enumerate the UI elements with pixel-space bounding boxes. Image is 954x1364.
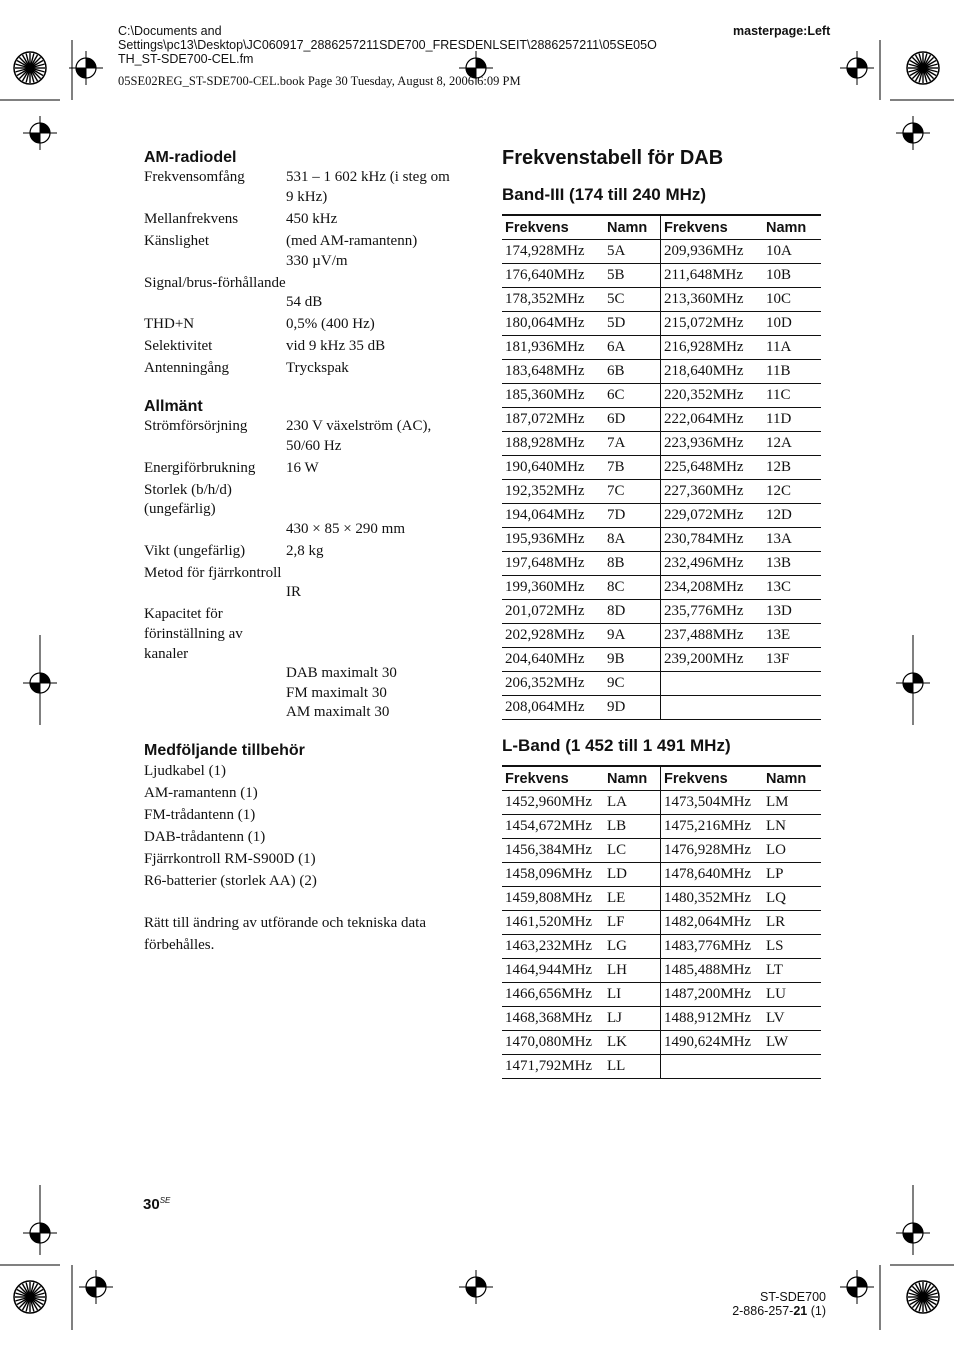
channel-name-cell: 9B bbox=[604, 648, 661, 672]
channel-name-cell: 7C bbox=[604, 480, 661, 504]
table-row bbox=[502, 576, 821, 600]
table-row bbox=[502, 863, 821, 887]
frequency-cell: 1483,776MHz bbox=[661, 935, 764, 959]
spec-value bbox=[144, 583, 474, 603]
channel-name-cell: 9A bbox=[604, 624, 661, 648]
spec-value-line: AM maximalt 30 bbox=[286, 704, 390, 721]
spec-value-line: 2,8 kg bbox=[286, 542, 324, 559]
table-row bbox=[502, 648, 821, 672]
spec-item bbox=[144, 210, 474, 230]
frequency-cell: 218,640MHz bbox=[661, 360, 764, 384]
table-row bbox=[502, 600, 821, 624]
frequency-cell: 234,208MHz bbox=[661, 576, 764, 600]
channel-name-cell: 8D bbox=[604, 600, 661, 624]
frequency-cell: 1471,792MHz bbox=[502, 1055, 604, 1079]
accessory-item: FM-trådantenn (1) bbox=[144, 806, 256, 823]
column-header: Namn bbox=[763, 215, 821, 240]
channel-name-cell: LE bbox=[604, 887, 661, 911]
table-row bbox=[502, 1055, 821, 1079]
frequency-cell: 209,936MHz bbox=[661, 240, 764, 264]
channel-name-cell: LC bbox=[604, 839, 661, 863]
accessory-item: Ljudkabel (1) bbox=[144, 762, 227, 779]
spec-label: Storlek (b/h/d) (ungefärlig) bbox=[144, 481, 232, 518]
spec-item bbox=[144, 359, 474, 379]
accessories-heading: Medföljande tillbehör bbox=[144, 741, 305, 759]
channel-name-cell bbox=[763, 696, 821, 720]
spec-value-line: 450 kHz bbox=[286, 210, 338, 227]
spec-item bbox=[144, 481, 474, 540]
frequency-cell: 1475,216MHz bbox=[661, 815, 764, 839]
channel-name-cell: 8C bbox=[604, 576, 661, 600]
table-row bbox=[502, 1007, 821, 1031]
table-row bbox=[502, 240, 821, 264]
spec-label: Strömförsörjning bbox=[144, 418, 248, 435]
table-row bbox=[502, 408, 821, 432]
channel-name-cell: 12D bbox=[763, 504, 821, 528]
frequency-cell: 192,352MHz bbox=[502, 480, 604, 504]
frequency-cell: 183,648MHz bbox=[502, 360, 604, 384]
spec-value bbox=[286, 168, 450, 207]
spec-value bbox=[286, 315, 375, 335]
channel-name-cell: LR bbox=[763, 911, 821, 935]
column-header: Frekvens bbox=[661, 215, 764, 240]
spec-value-line: IR bbox=[286, 584, 301, 601]
channel-name-cell: 13E bbox=[763, 624, 821, 648]
code-suffix: (1) bbox=[807, 1304, 826, 1318]
spec-item bbox=[144, 315, 474, 335]
frequency-cell: 206,352MHz bbox=[502, 672, 604, 696]
channel-name-cell: 8B bbox=[604, 552, 661, 576]
frequency-cell: 185,360MHz bbox=[502, 384, 604, 408]
lband-heading: L-Band (1 452 till 1 491 MHz) bbox=[502, 736, 731, 755]
channel-name-cell: LL bbox=[604, 1055, 661, 1079]
spec-item bbox=[144, 337, 474, 357]
spec-value-line: vid 9 kHz 35 dB bbox=[286, 338, 386, 355]
frequency-cell: 216,928MHz bbox=[661, 336, 764, 360]
column-header: Frekvens bbox=[502, 766, 604, 791]
channel-name-cell: LK bbox=[604, 1031, 661, 1055]
channel-name-cell: 5C bbox=[604, 288, 661, 312]
spec-value bbox=[144, 664, 474, 723]
spec-item bbox=[144, 542, 474, 562]
channel-name-cell: 6C bbox=[604, 384, 661, 408]
frequency-cell: 1468,368MHz bbox=[502, 1007, 604, 1031]
frequency-cell: 1459,808MHz bbox=[502, 887, 604, 911]
frequency-cell: 225,648MHz bbox=[661, 456, 764, 480]
frequency-cell bbox=[661, 672, 764, 696]
dab-title: Frekvenstabell för DAB bbox=[502, 147, 724, 169]
spec-value bbox=[286, 542, 324, 562]
spec-value bbox=[286, 459, 319, 479]
spec-value bbox=[286, 210, 337, 230]
table-row bbox=[502, 959, 821, 983]
frequency-cell: 229,072MHz bbox=[661, 504, 764, 528]
frequency-cell: 213,360MHz bbox=[661, 288, 764, 312]
frequency-cell: 194,064MHz bbox=[502, 504, 604, 528]
frequency-cell: 188,928MHz bbox=[502, 432, 604, 456]
spec-value-line: Tryckspak bbox=[286, 360, 349, 377]
column-header: Namn bbox=[604, 766, 661, 791]
table-row bbox=[502, 360, 821, 384]
channel-name-cell: LJ bbox=[604, 1007, 661, 1031]
lband-table bbox=[502, 765, 821, 1079]
frequency-cell: 1466,656MHz bbox=[502, 983, 604, 1007]
am-heading: AM-radiodel bbox=[144, 149, 237, 166]
frequency-cell: 1478,640MHz bbox=[661, 863, 764, 887]
frequency-cell: 223,936MHz bbox=[661, 432, 764, 456]
channel-name-cell: LN bbox=[763, 815, 821, 839]
spec-value-line: (med AM-ramantenn) bbox=[286, 232, 418, 249]
frequency-cell: 1485,488MHz bbox=[661, 959, 764, 983]
model-name: ST-SDE700 bbox=[759, 1290, 826, 1304]
table-row bbox=[502, 528, 821, 552]
table-row bbox=[502, 312, 821, 336]
channel-name-cell: LP bbox=[763, 863, 821, 887]
frequency-cell bbox=[661, 696, 764, 720]
channel-name-cell: 6D bbox=[604, 408, 661, 432]
channel-name-cell: 9D bbox=[604, 696, 661, 720]
frequency-cell: 211,648MHz bbox=[661, 264, 764, 288]
band3-table bbox=[502, 214, 821, 720]
spec-value bbox=[286, 337, 385, 357]
channel-name-cell: 6B bbox=[604, 360, 661, 384]
note-line: Rätt till ändring av utförande och tekniska data bbox=[144, 914, 426, 931]
frequency-cell: 1470,080MHz bbox=[502, 1031, 604, 1055]
page-suffix: SE bbox=[159, 1196, 171, 1205]
accessory-item: R6-batterier (storlek AA) (2) bbox=[144, 872, 317, 889]
channel-name-cell: LW bbox=[763, 1031, 821, 1055]
table-row bbox=[502, 983, 821, 1007]
channel-name-cell: 13C bbox=[763, 576, 821, 600]
channel-name-cell: LV bbox=[763, 1007, 821, 1031]
frequency-cell: 176,640MHz bbox=[502, 264, 604, 288]
channel-name-cell: LF bbox=[604, 911, 661, 935]
frequency-cell: 202,928MHz bbox=[502, 624, 604, 648]
table-header-row bbox=[502, 215, 821, 240]
frequency-cell: 1488,912MHz bbox=[661, 1007, 764, 1031]
table-row bbox=[502, 432, 821, 456]
spec-item bbox=[144, 168, 474, 207]
channel-name-cell: LH bbox=[604, 959, 661, 983]
channel-name-cell: LM bbox=[763, 791, 821, 815]
channel-name-cell: 6A bbox=[604, 336, 661, 360]
spec-item bbox=[144, 232, 474, 271]
table-row bbox=[502, 935, 821, 959]
spec-value bbox=[286, 232, 417, 271]
spec-value bbox=[286, 359, 349, 379]
frequency-cell: 230,784MHz bbox=[661, 528, 764, 552]
file-path bbox=[118, 24, 657, 66]
frequency-cell: 1458,096MHz bbox=[502, 863, 604, 887]
spec-label: Signal/brus-förhållande bbox=[144, 274, 286, 291]
spec-label: Vikt (ungefärlig) bbox=[144, 542, 246, 559]
table-row bbox=[502, 552, 821, 576]
table-header-row bbox=[502, 766, 821, 791]
channel-name-cell: 12C bbox=[763, 480, 821, 504]
table-row bbox=[502, 1031, 821, 1055]
frequency-cell: 187,072MHz bbox=[502, 408, 604, 432]
channel-name-cell: 13F bbox=[763, 648, 821, 672]
channel-name-cell: LO bbox=[763, 839, 821, 863]
table-row bbox=[502, 839, 821, 863]
channel-name-cell: 11A bbox=[763, 336, 821, 360]
channel-name-cell: 11B bbox=[763, 360, 821, 384]
column-header: Namn bbox=[763, 766, 821, 791]
spec-value-line: 430 × 85 × 290 mm bbox=[286, 520, 406, 537]
channel-name-cell: LQ bbox=[763, 887, 821, 911]
channel-name-cell: LD bbox=[604, 863, 661, 887]
spec-value-line: DAB maximalt 30 bbox=[286, 665, 397, 682]
spec-label: Selektivitet bbox=[144, 338, 213, 355]
channel-name-cell: LA bbox=[604, 791, 661, 815]
table-row bbox=[502, 456, 821, 480]
table-row bbox=[502, 624, 821, 648]
band3-heading: Band-III (174 till 240 MHz) bbox=[502, 185, 707, 204]
channel-name-cell: 7D bbox=[604, 504, 661, 528]
frequency-cell: 1463,232MHz bbox=[502, 935, 604, 959]
channel-name-cell: 13A bbox=[763, 528, 821, 552]
spec-label: Metod för fjärrkontroll bbox=[144, 564, 282, 581]
table-row bbox=[502, 504, 821, 528]
general-heading: Allmänt bbox=[144, 397, 203, 415]
frequency-cell: 1456,384MHz bbox=[502, 839, 604, 863]
spec-value-line: 16 W bbox=[286, 459, 319, 476]
frequency-cell: 199,360MHz bbox=[502, 576, 604, 600]
accessory-item: DAB-trådantenn (1) bbox=[144, 828, 266, 845]
table-row bbox=[502, 384, 821, 408]
specs-column bbox=[144, 148, 474, 956]
table-row bbox=[502, 336, 821, 360]
channel-name-cell: 13D bbox=[763, 600, 821, 624]
spec-value bbox=[286, 417, 431, 456]
frequency-cell: 1454,672MHz bbox=[502, 815, 604, 839]
spec-value bbox=[144, 520, 474, 540]
spec-item bbox=[144, 417, 474, 456]
spec-value-line: 0,5% (400 Hz) bbox=[286, 316, 375, 333]
channel-name-cell: 5A bbox=[604, 240, 661, 264]
frequency-cell: 1473,504MHz bbox=[661, 791, 764, 815]
channel-name-cell: 8A bbox=[604, 528, 661, 552]
channel-name-cell: 10D bbox=[763, 312, 821, 336]
frequency-cell: 1464,944MHz bbox=[502, 959, 604, 983]
channel-name-cell: 10A bbox=[763, 240, 821, 264]
frequency-cell: 195,936MHz bbox=[502, 528, 604, 552]
frequency-cell: 1482,064MHz bbox=[661, 911, 764, 935]
channel-name-cell: 11D bbox=[763, 408, 821, 432]
frequency-cell: 235,776MHz bbox=[661, 600, 764, 624]
masterpage-label: masterpage:Left bbox=[733, 24, 831, 38]
frequency-cell: 1476,928MHz bbox=[661, 839, 764, 863]
frequency-cell: 181,936MHz bbox=[502, 336, 604, 360]
spec-label: Antenningång bbox=[144, 360, 229, 377]
path-line: C:\Documents and bbox=[118, 24, 222, 38]
note-line: förbehålles. bbox=[144, 936, 215, 953]
spec-label: Frekvensomfång bbox=[144, 169, 245, 186]
spec-label: Kapacitet för förinställning av kanaler bbox=[144, 606, 243, 662]
frequency-cell: 201,072MHz bbox=[502, 600, 604, 624]
frequency-cell: 239,200MHz bbox=[661, 648, 764, 672]
table-row bbox=[502, 911, 821, 935]
column-header: Namn bbox=[604, 215, 661, 240]
frequency-cell: 237,488MHz bbox=[661, 624, 764, 648]
channel-name-cell: 11C bbox=[763, 384, 821, 408]
frequency-cell: 1487,200MHz bbox=[661, 983, 764, 1007]
table-row bbox=[502, 264, 821, 288]
channel-name-cell: LS bbox=[763, 935, 821, 959]
code-bold: 21 bbox=[793, 1304, 808, 1318]
frequency-cell bbox=[661, 1055, 764, 1079]
frequency-cell: 1461,520MHz bbox=[502, 911, 604, 935]
book-info: 05SE02REG_ST-SDE700-CEL.book Page 30 Tuesday, August 8, 2006 6:09 PM bbox=[118, 74, 521, 88]
accessory-item: AM-ramantenn (1) bbox=[144, 784, 258, 801]
table-row bbox=[502, 791, 821, 815]
channel-name-cell: 13B bbox=[763, 552, 821, 576]
table-row bbox=[502, 887, 821, 911]
table-row bbox=[502, 696, 821, 720]
frequency-cell: 1452,960MHz bbox=[502, 791, 604, 815]
spec-label: Energiförbrukning bbox=[144, 459, 256, 476]
spec-label: THD+N bbox=[144, 316, 195, 333]
column-header: Frekvens bbox=[502, 215, 604, 240]
spec-item bbox=[144, 274, 474, 313]
frequency-cell: 174,928MHz bbox=[502, 240, 604, 264]
frequency-cell: 232,496MHz bbox=[661, 552, 764, 576]
channel-name-cell: 5B bbox=[604, 264, 661, 288]
spec-label: Känslighet bbox=[144, 232, 209, 249]
spec-value-line: 531 – 1 602 kHz (i steg om bbox=[286, 169, 450, 186]
page-number bbox=[143, 1196, 170, 1213]
path-line: TH_ST-SDE700-CEL.fm bbox=[118, 52, 254, 66]
spec-value-line: 54 dB bbox=[286, 294, 323, 311]
frequency-cell: 204,640MHz bbox=[502, 648, 604, 672]
channel-name-cell: 12B bbox=[763, 456, 821, 480]
spec-value-line: 330 µV/m bbox=[286, 252, 348, 269]
channel-name-cell: LB bbox=[604, 815, 661, 839]
path-line: Settings\pc13\Desktop\JC060917_2886257211SDE700_FRESDENLSEIT\2886257211\05SE05O bbox=[118, 38, 657, 52]
page-number-value: 30 bbox=[143, 1196, 160, 1213]
channel-name-cell: 10B bbox=[763, 264, 821, 288]
channel-name-cell: 5D bbox=[604, 312, 661, 336]
spec-label: Mellanfrekvens bbox=[144, 210, 239, 227]
change-note bbox=[144, 912, 474, 956]
frequency-cell: 1490,624MHz bbox=[661, 1031, 764, 1055]
frequency-cell: 178,352MHz bbox=[502, 288, 604, 312]
frequency-cell: 208,064MHz bbox=[502, 696, 604, 720]
channel-name-cell: 7B bbox=[604, 456, 661, 480]
spec-value-line: 230 V växelström (AC), bbox=[286, 418, 432, 435]
spec-value-line: 9 kHz) bbox=[286, 188, 328, 205]
channel-name-cell bbox=[763, 1055, 821, 1079]
table-row bbox=[502, 672, 821, 696]
channel-name-cell: LG bbox=[604, 935, 661, 959]
frequency-cell: 1480,352MHz bbox=[661, 887, 764, 911]
code-prefix: 2-886-257- bbox=[732, 1304, 794, 1318]
spec-value-line: 50/60 Hz bbox=[286, 437, 342, 454]
accessory-item: Fjärrkontroll RM-S900D (1) bbox=[144, 850, 316, 867]
spec-value-line: FM maximalt 30 bbox=[286, 684, 387, 701]
column-header: Frekvens bbox=[661, 766, 764, 791]
channel-name-cell: 10C bbox=[763, 288, 821, 312]
channel-name-cell: 9C bbox=[604, 672, 661, 696]
frequency-cell: 180,064MHz bbox=[502, 312, 604, 336]
channel-name-cell: LI bbox=[604, 983, 661, 1007]
spec-item bbox=[144, 564, 474, 603]
frequency-cell: 215,072MHz bbox=[661, 312, 764, 336]
frequency-cell: 227,360MHz bbox=[661, 480, 764, 504]
spec-item bbox=[144, 605, 474, 723]
channel-name-cell: 7A bbox=[604, 432, 661, 456]
spec-item bbox=[144, 459, 474, 479]
channel-name-cell bbox=[763, 672, 821, 696]
spec-value bbox=[144, 293, 474, 313]
frequency-cell: 222,064MHz bbox=[661, 408, 764, 432]
frequency-cell: 190,640MHz bbox=[502, 456, 604, 480]
table-row bbox=[502, 480, 821, 504]
channel-name-cell: LT bbox=[763, 959, 821, 983]
channel-name-cell: 12A bbox=[763, 432, 821, 456]
channel-name-cell: LU bbox=[763, 983, 821, 1007]
table-row bbox=[502, 288, 821, 312]
frequency-cell: 220,352MHz bbox=[661, 384, 764, 408]
table-row bbox=[502, 815, 821, 839]
frequency-cell: 197,648MHz bbox=[502, 552, 604, 576]
model-code bbox=[700, 1290, 826, 1318]
